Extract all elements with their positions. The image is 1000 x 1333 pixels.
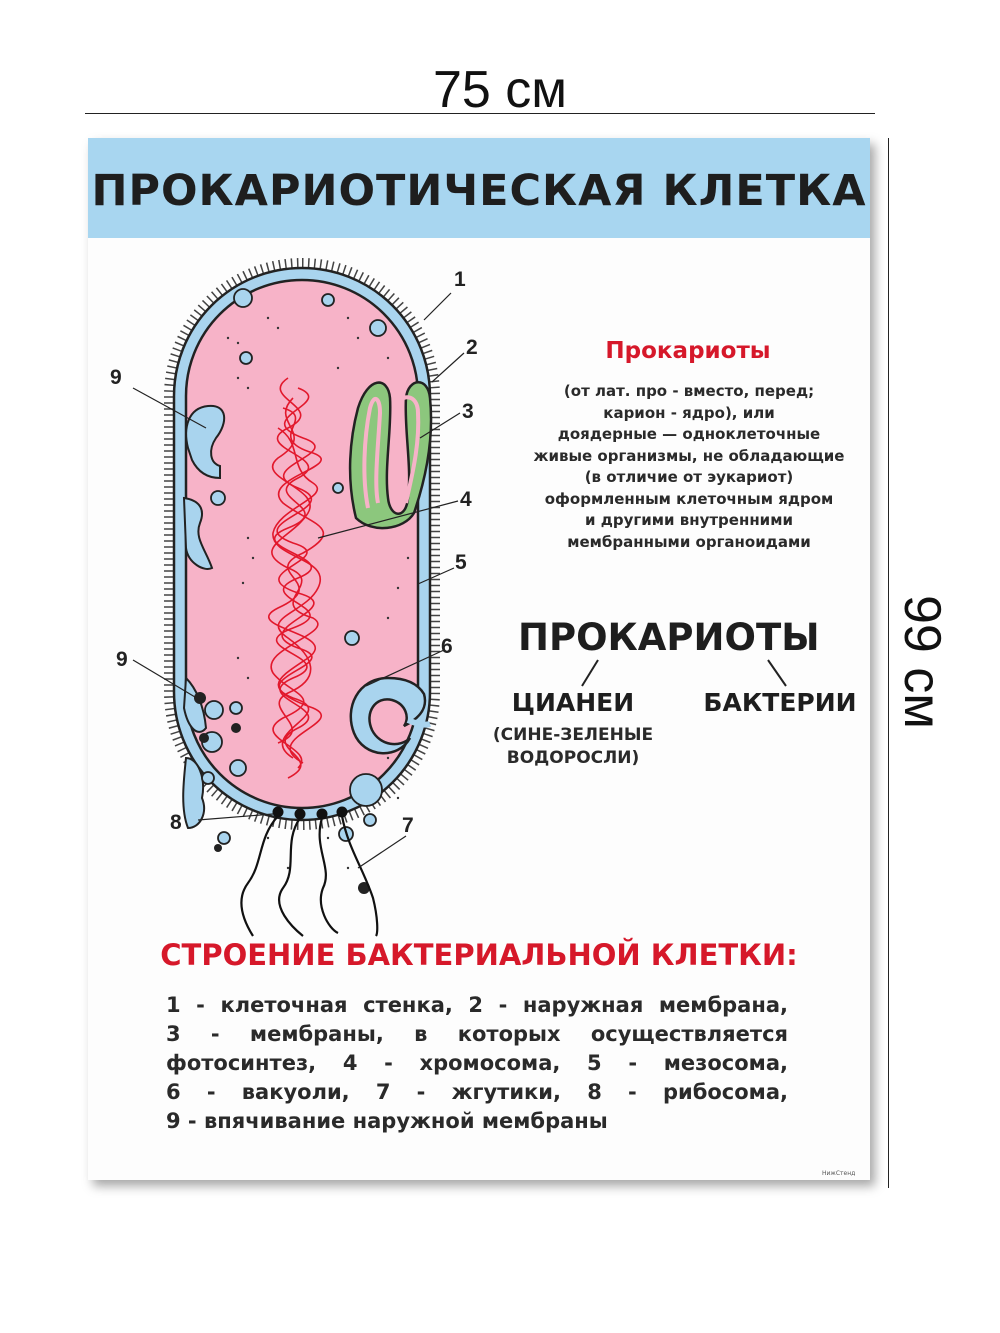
cyanobacteria-label: ЦИАНЕИ	[511, 688, 635, 717]
classification-title: ПРОКАРИОТЫ	[518, 616, 820, 659]
label-4: 4	[460, 488, 472, 511]
cell-diagram	[88, 238, 518, 938]
label-9-upper: 9	[110, 366, 122, 389]
structure-legend: 1 - клеточная стенка, 2 - наружная мембрана, 3 - мембраны, в которых осуществляется фотосинтез, 4 - хромосома, 5 - мезосома, 6 - вакуоли, 7 - жгутики, 8 - рибосома, 9 - впячивание наружной мембраны	[166, 993, 788, 1133]
height-dimension-label: 99 см	[893, 595, 951, 730]
credit-text: НижСтенд	[822, 1170, 856, 1177]
label-9-lower: 9	[116, 648, 128, 671]
poster	[88, 138, 870, 1180]
cyanobacteria-sublabel: (СИНЕ-ЗЕЛЕНЫЕ ВОДОРОСЛИ)	[492, 725, 654, 768]
label-6: 6	[441, 635, 453, 658]
definition-text: (от лат. про - вместо, перед; карион - ядро), или доядерные — одноклеточные живые организмы, не обладающие (в отличие от эукариот) оформленным клеточным ядром и другими внутренними мембранными органоидами	[533, 382, 845, 551]
label-7: 7	[402, 814, 414, 837]
height-dimension-line	[888, 138, 889, 1188]
label-1: 1	[454, 268, 466, 291]
poster-title: ПРОКАРИОТИЧЕСКАЯ КЛЕТКА	[91, 166, 867, 216]
label-3: 3	[462, 400, 474, 423]
label-8: 8	[170, 811, 182, 834]
structure-title: СТРОЕНИЕ БАКТЕРИАЛЬНОЙ КЛЕТКИ:	[160, 938, 798, 972]
label-5: 5	[455, 551, 467, 574]
width-dimension-label: 75 см	[432, 61, 568, 119]
flagella	[242, 816, 378, 936]
definition-heading: Прокариоты	[605, 338, 771, 364]
label-2: 2	[466, 336, 478, 359]
bacteria-label: БАКТЕРИИ	[703, 688, 857, 717]
width-dimension-line	[85, 113, 875, 114]
cytoplasm	[186, 280, 418, 808]
